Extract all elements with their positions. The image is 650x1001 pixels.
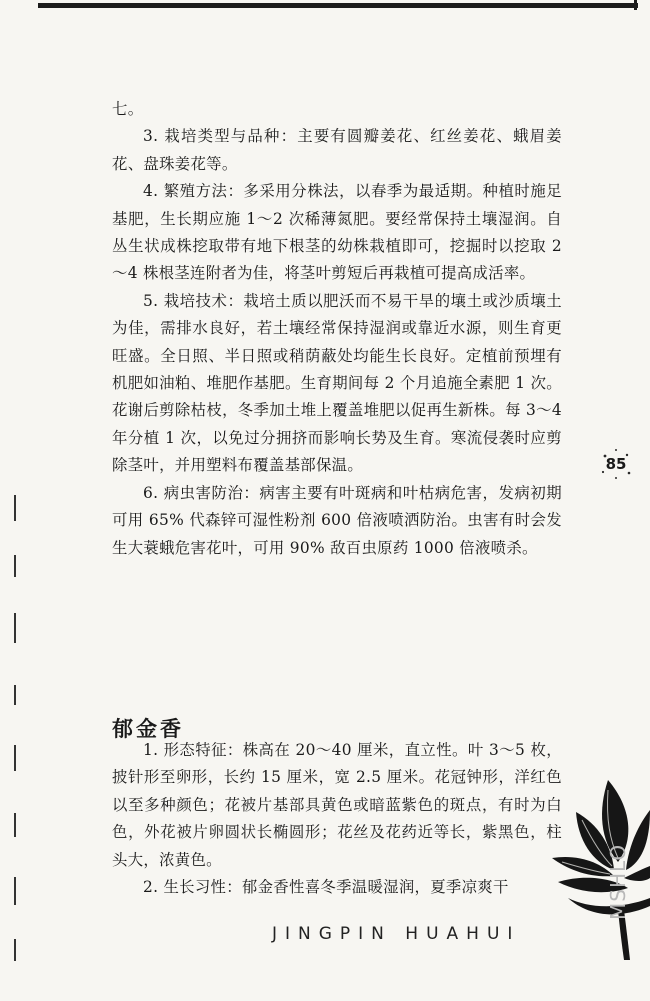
lotus-decoration-icon <box>548 770 650 960</box>
page-number: 85 <box>605 455 627 473</box>
top-rule <box>38 3 638 8</box>
paragraph: 1. 形态特征：株高在 20～40 厘米，直立性。叶 3～5 枚，披针形至卵形，长约 15 厘米，宽 2.5 厘米。花冠钟形，洋红色以至多种颜色；花被片基部具黄色或暗蓝紫色的斑点，有时为白色，外花被片卵圆状长椭圆形；花丝及花药近等长，紫黑色，柱头大，浓黄色。 <box>112 741 562 869</box>
paragraph: 七。 <box>112 100 144 118</box>
paragraph: 3. 栽培类型与品种：主要有圆瓣姜花、红丝姜花、蛾眉姜花、盘珠姜花等。 <box>112 127 562 173</box>
paragraph: 6. 病虫害防治：病害主要有叶斑病和叶枯病危害，发病初期可用 65% 代森锌可湿性粉剂 600 倍液喷洒防治。虫害有时会发生大蓑蛾危害花叶，可用 90% 敌百虫原药 1000 倍液喷杀。 <box>112 483 562 557</box>
paragraph: 4. 繁殖方法：多采用分株法，以春季为最适期。种植时施足基肥，生长期应施 1～2 次稀薄氮肥。要经常保持土壤湿润。自丛生状成株挖取带有地下根茎的幼株栽植即可，挖掘时以挖取 2～4 株根茎连附者为佳，将茎叶剪短后再栽植可提高成活率。 <box>112 182 562 283</box>
top-rule-corner <box>634 0 637 10</box>
section-title: 郁金香 <box>112 717 184 741</box>
page-number-badge <box>598 446 634 482</box>
running-footer: JINGPIN HUAHUI <box>272 924 521 944</box>
paragraph: 5. 栽培技术：栽培土质以肥沃而不易干旱的壤土或沙质壤土为佳，需排水良好，若土壤经常保持湿润或靠近水源，则生育更旺盛。全日照、半日照或稍荫蔽处均能生长良好。定植前预埋有机肥如油粕、堆肥作基肥。生育期间每 2 个月追施全素肥 1 次。花谢后剪除枯枝，冬季加土堆上覆盖堆肥以促再生新株。每 3～4 年分植 1 次，以免过分拥挤而影响长势及生育。寒流侵袭时应剪除茎叶，并用塑料布覆盖基部保温。 <box>112 291 562 475</box>
binding-marks <box>14 495 18 985</box>
section-body-text <box>112 737 562 901</box>
paragraph: 2. 生长习性：郁金香性喜冬季温暖湿润，夏季凉爽干 <box>143 878 509 897</box>
body-text <box>112 96 562 562</box>
watermark: MSHLO <box>606 843 630 920</box>
